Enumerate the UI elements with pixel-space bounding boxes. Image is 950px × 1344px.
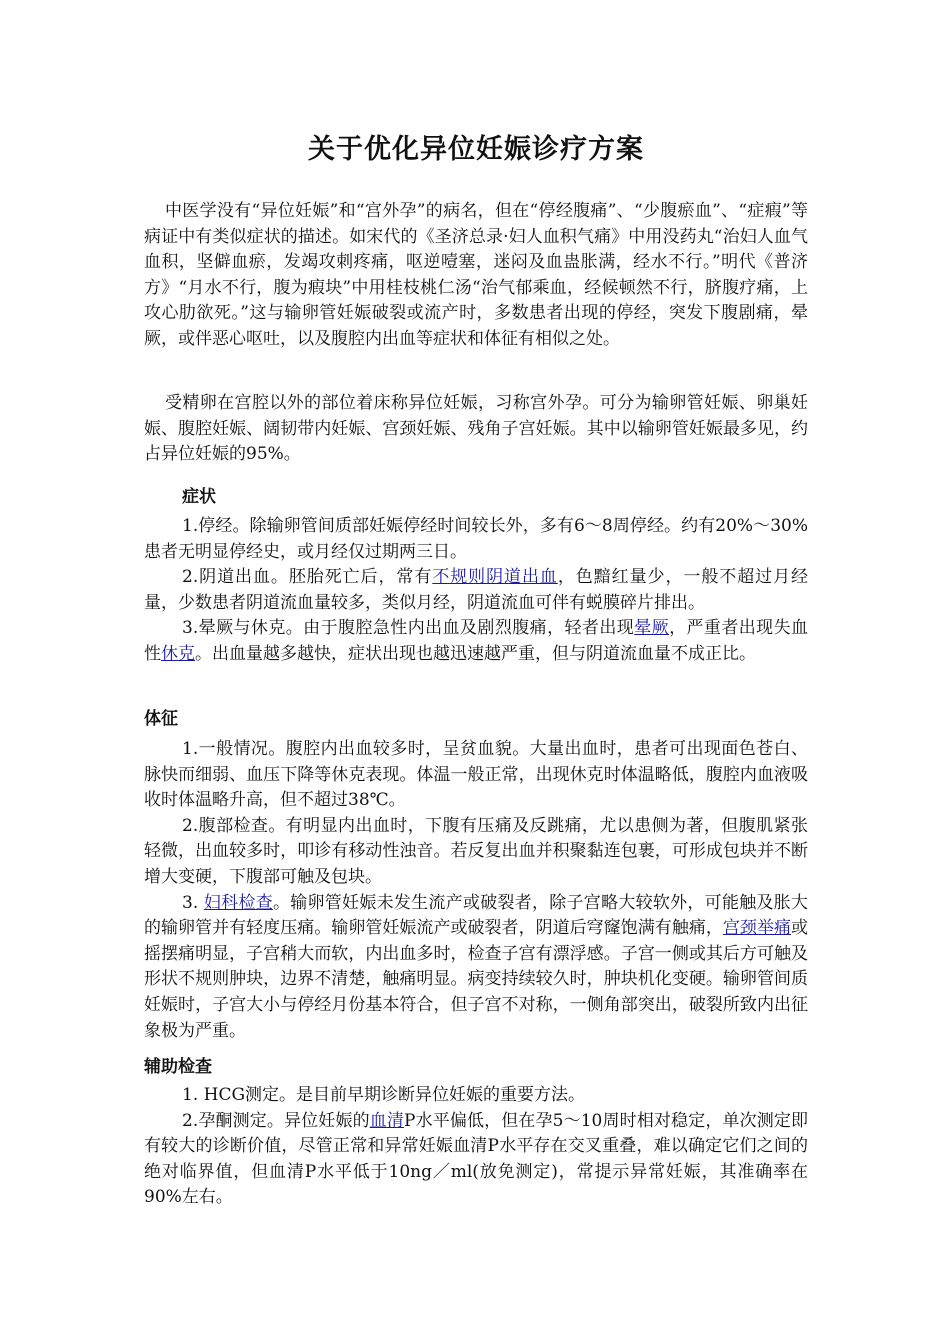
document-title: 关于优化异位妊娠诊疗方案 [308,134,644,165]
intro-paragraph-1: 中医学没有“异位妊娠”和“宫外孕”的病名，但在“停经腹痛”、“少腹瘀血”、“症瘕”等病证中有类似症状的描述。如宋代的《圣济总录·妇人血积气痛》中用没药丸“治妇人血气血积，坚僻血瘀，发竭攻刺疼痛，呕逆噎塞，迷闷及血蛊胀满，经水不行。”明代《普济方》“月水不行，腹为瘕块”中用桂枝桃仁汤“治气郁乘血，经候顿然不行，脐腹疗痛，上攻心肋欲死。”这与输卵管妊娠破裂或流产时，多数患者出现的停经，突发下腹剧痛，晕厥，或伴恶心呕吐，以及腹腔内出血等症状和体征有相似之处。 [144,201,808,349]
symptom-item-2 [144,565,808,616]
symptom-item-3-text-b: ，严重者出现失血性 [144,618,809,664]
symptom-item-2-text-a: 2.阴道出血。胚胎死亡后，常有 [182,567,433,588]
aux-exam-section [144,1083,808,1211]
aux-item-2-text-b: P水平偏低，但在孕5～10周时相对稳定，单次测定即有较大的诊断价值，尽管正常和异常妊娠血清P水平存在交叉重叠，难以确定它们之间的绝对临界值，但血清P水平低于10ng／ml(放免测定)，常提示异常妊娠，其准确率在90%左右。 [144,1110,808,1208]
sign-item-1: 1.一般情况。腹腔内出血较多时，呈贫血貌。大量出血时，患者可出现面色苍白、脉快而细弱、血压下降等休克表现。体温一般正常，出现休克时体温略低，腹腔内血液吸收时体温略升高，但不超过38℃。 [144,739,808,811]
serum-link[interactable]: 血清 [369,1110,404,1131]
irregular-vaginal-bleeding-link[interactable]: 不规则阴道出血 [432,567,558,588]
aux-item-2-text-a: 2.孕酮测定。异位妊娠的 [182,1110,370,1131]
aux-item-2 [144,1109,808,1211]
symptom-item-1: 1.停经。除输卵管间质部妊娠停经时间较长外，多有6～8周停经。约有20%～30%患者无明显停经史，或月经仅过期两三日。 [144,516,808,562]
intro-paragraph-2: 受精卵在宫腔以外的部位着床称异位妊娠，习称宫外孕。可分为输卵管妊娠、卵巢妊娠、腹腔妊娠、阔韧带内妊娠、宫颈妊娠、残角子宫妊娠。其中以输卵管妊娠最多见，约占异位妊娠的95%。 [144,393,808,465]
signs-heading: 体征 [144,709,178,729]
symptoms-heading: 症状 [182,487,216,507]
shock-link[interactable]: 休克 [161,643,195,664]
symptom-item-3 [144,616,808,667]
signs-section [144,737,808,1044]
sign-item-2: 2.腹部检查。有明显内出血时，下腹有压痛及反跳痛，尤以患侧为著，但腹肌紧张轻微，出血较多时，叩诊有移动性浊音。若反复出血并积聚黏连包裹，可形成包块并不断增大变硬，下腹部可触及包块。 [144,815,808,887]
cervical-motion-tenderness-link[interactable]: 宫颈举痛 [722,918,792,939]
symptom-item-2-text-b: ，色黯红量少，一般不超过月经量，少数患者阴道流血量较多，类似月经，阴道流血可伴有蜕膜碎片排出。 [144,567,809,613]
gynecological-exam-link[interactable]: 妇科检查 [203,892,273,913]
symptom-item-3-text-c: 。出血量越多越快，症状出现也越迅速越严重，但与阴道流血量不成正比。 [195,643,756,664]
aux-exam-heading: 辅助检查 [144,1057,212,1077]
syncope-link[interactable]: 晕厥 [634,618,670,639]
sign-item-3-text-a: 3. [182,892,204,913]
aux-item-1: 1. HCG测定。是目前早期诊断异位妊娠的重要方法。 [182,1085,586,1105]
symptoms-section [144,514,808,668]
symptom-item-3-text-a: 3.晕厥与休克。由于腹腔急性内出血及剧烈腹痛，轻者出现 [182,618,635,639]
sign-item-3 [144,891,808,1045]
sign-item-3-text-c: 或摇摆痛明显，子宫稍大而软，内出血多时，检查子宫有漂浮感。子宫一侧或其后方可触及形状不规则肿块，边界不清楚，触痛明显。病变持续较久时，肿块机化变硬。输卵管间质妊娠时，子宫大小与停经月份基本符合，但子宫不对称，一侧角部突出，破裂所致内出征象极为严重。 [144,918,809,1041]
sign-item-3-text-b: 。输卵管妊娠未发生流产或破裂者，除子宫略大较软外，可能触及胀大的输卵管并有轻度压痛。输卵管妊娠流产或破裂者，阴道后穹窿饱满有触痛， [144,892,809,939]
